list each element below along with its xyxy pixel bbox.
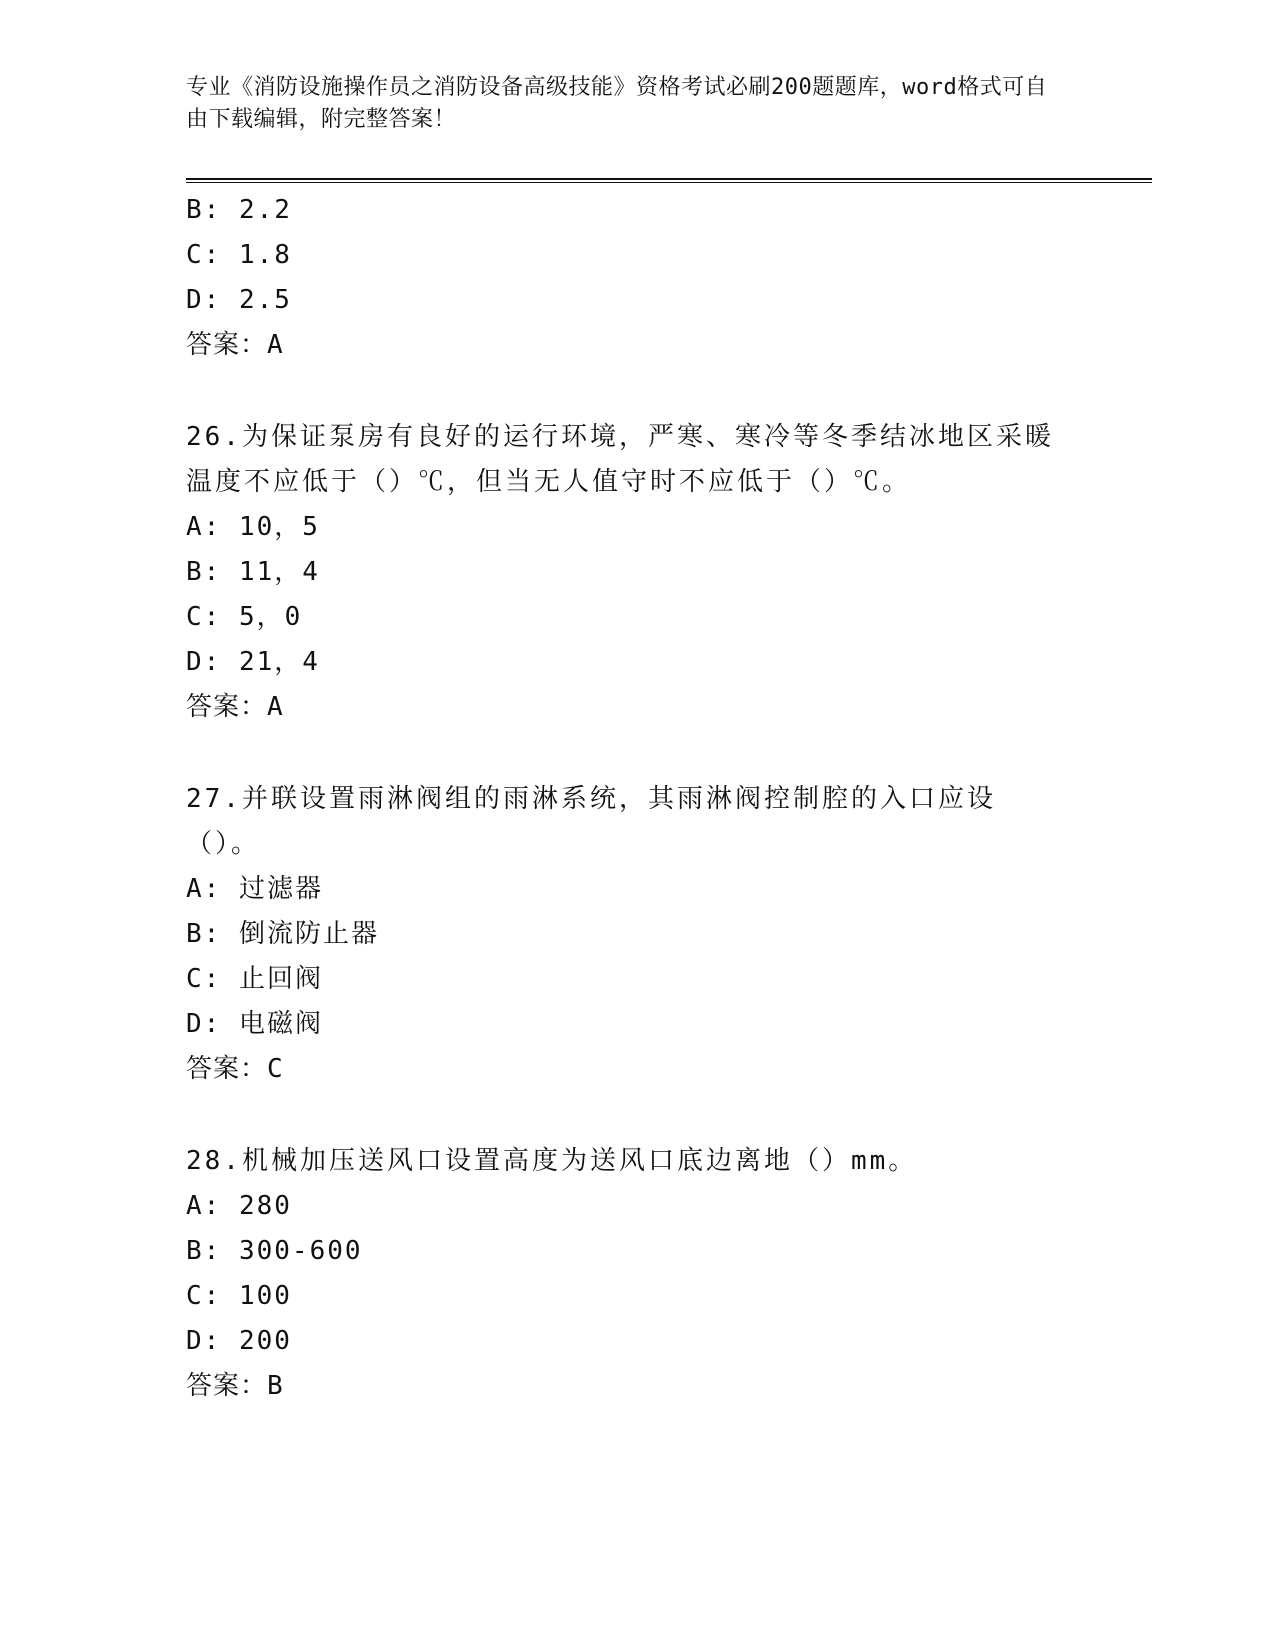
question-26 xyxy=(186,415,1086,730)
spacer xyxy=(186,730,1086,777)
option-a: A: 280 xyxy=(186,1191,292,1221)
option-d: D: 21，4 xyxy=(186,647,320,677)
spacer xyxy=(186,368,1086,415)
question-text: 27.并联设置雨淋阀组的雨淋系统，其雨淋阀控制腔的入口应设（）。 xyxy=(186,784,996,859)
answer-line: 答案：A xyxy=(186,330,284,360)
option-c: C: 止回阀 xyxy=(186,964,323,994)
header-divider-thick xyxy=(186,178,1152,180)
option-c: C: 5，0 xyxy=(186,602,303,632)
question-list xyxy=(186,188,1086,1409)
spacer xyxy=(186,1092,1086,1139)
question-text: 26.为保证泵房有良好的运行环境，严寒、寒冷等冬季结冰地区采暖温度不应低于（）℃，但当无人值守时不应低于（）℃。 xyxy=(186,422,1054,497)
question-27 xyxy=(186,777,1086,1092)
option-d: D: 200 xyxy=(186,1326,292,1356)
header-divider-thin xyxy=(186,182,1152,183)
option-b: B: 11，4 xyxy=(186,557,320,587)
option-b: B: 300-600 xyxy=(186,1236,363,1266)
option-c: C: 1.8 xyxy=(186,240,292,270)
option-b: B: 倒流防止器 xyxy=(186,919,379,949)
option-b: B: 2.2 xyxy=(186,195,292,225)
question-text: 28.机械加压送风口设置高度为送风口底边离地（）mm。 xyxy=(186,1146,918,1176)
option-a: A: 过滤器 xyxy=(186,874,323,904)
answer-line: 答案：B xyxy=(186,1371,284,1401)
option-a: A: 10，5 xyxy=(186,512,320,542)
page-header: 专业《消防设施操作员之消防设备高级技能》资格考试必刷200题题库，word格式可自由下载编辑，附完整答案！ xyxy=(186,75,1048,132)
answer-line: 答案：A xyxy=(186,692,284,722)
question-28 xyxy=(186,1139,1086,1409)
option-d: D: 2.5 xyxy=(186,285,292,315)
option-c: C: 100 xyxy=(186,1281,292,1311)
question-25-tail xyxy=(186,188,1086,368)
option-d: D: 电磁阀 xyxy=(186,1009,323,1039)
answer-line: 答案：C xyxy=(186,1054,284,1084)
